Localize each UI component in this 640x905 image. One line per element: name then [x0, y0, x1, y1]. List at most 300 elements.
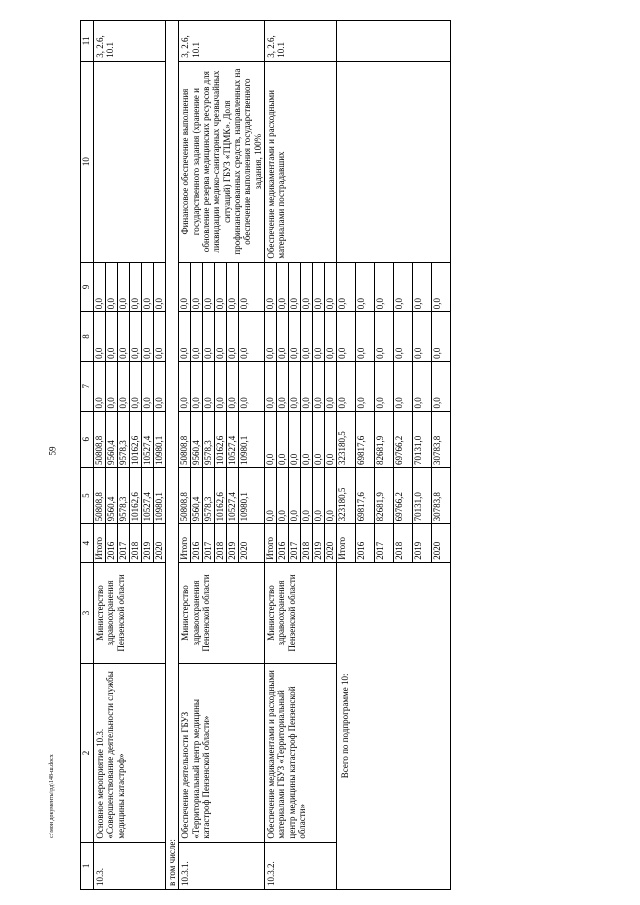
- value-cell: 2016: [277, 524, 289, 561]
- value-cell: 10162,6: [215, 412, 227, 467]
- value-cell: 2018: [301, 524, 313, 561]
- value-line: [413, 468, 432, 523]
- value-cell: 10527,4: [142, 412, 154, 467]
- value-cell: 0,0: [154, 397, 164, 409]
- value-cell: Итого: [94, 524, 106, 561]
- value-cell: 0,0: [94, 263, 106, 312]
- value-line: [94, 412, 106, 467]
- value-cell: 10527,4: [227, 412, 239, 467]
- value-cell: 0,0: [142, 263, 154, 312]
- value-cell: 0,0: [289, 263, 301, 312]
- value-line: [394, 263, 413, 312]
- value-cell: 0,0: [106, 312, 118, 361]
- value-cell: 0,0: [432, 297, 443, 310]
- value-line: [432, 524, 451, 561]
- value-cell: 50808,8: [179, 412, 191, 467]
- col5-cell: [337, 467, 451, 523]
- value-line: [289, 263, 301, 312]
- value-cell: 70131,0: [413, 412, 432, 467]
- value-line: [106, 468, 118, 523]
- value-line: [265, 468, 277, 523]
- value-cell: 0,0: [130, 263, 142, 312]
- value-cell: 9578,3: [118, 412, 130, 467]
- value-cell: 0,0: [413, 362, 432, 411]
- value-cell: 0,0: [394, 362, 413, 411]
- landscape-table-container: [80, 20, 592, 890]
- value-line: [432, 312, 451, 361]
- value-line: [239, 524, 251, 561]
- value-line: [203, 412, 215, 467]
- value-line: [130, 362, 142, 411]
- value-cell: 2020: [432, 541, 443, 560]
- header-cell: 9: [81, 262, 94, 312]
- value-line: [432, 412, 451, 467]
- value-cell: 0,0: [277, 412, 289, 467]
- value-cell: 0,0: [142, 312, 154, 361]
- value-line: [432, 263, 451, 312]
- value-line: [277, 362, 289, 411]
- value-line: [239, 263, 251, 312]
- value-cell: 0,0: [265, 412, 277, 467]
- row-number: 10.3.2.: [265, 842, 337, 889]
- value-line: [191, 468, 203, 523]
- value-line: [265, 263, 277, 312]
- col9-cell: [265, 262, 337, 312]
- value-line: [289, 468, 301, 523]
- value-line: [289, 362, 301, 411]
- value-line: [154, 524, 166, 561]
- value-cell: 0,0: [301, 468, 313, 523]
- value-line: [154, 312, 166, 361]
- activity-name: Обеспечение медикаментами и расходными материалами ГБУЗ «Территориальный центр медицины катастроф Пензенской области»: [265, 664, 337, 842]
- value-cell: 0,0: [313, 263, 325, 312]
- value-cell: 0,0: [203, 362, 215, 411]
- value-cell: 0,0: [130, 312, 142, 361]
- value-line: [118, 412, 130, 467]
- value-line: [106, 412, 118, 467]
- value-line: [106, 263, 118, 312]
- value-line: [239, 412, 251, 467]
- value-cell: 0,0: [277, 362, 289, 411]
- value-cell: 323180,5: [337, 412, 356, 467]
- value-line: [337, 412, 356, 467]
- value-cell: 0,0: [325, 453, 336, 465]
- years-cell: [179, 524, 265, 562]
- value-line: [191, 312, 203, 361]
- value-cell: 0,0: [277, 263, 289, 312]
- value-cell: 9560,4: [106, 468, 118, 523]
- col9-cell: [337, 262, 451, 312]
- value-cell: 2018: [215, 524, 227, 561]
- value-line: [154, 362, 166, 411]
- value-cell: 2017: [375, 524, 394, 561]
- value-cell: 0,0: [179, 362, 191, 411]
- value-line: [142, 468, 154, 523]
- indicator: Обеспечение медикаментами и расходными материалами пострадавших: [265, 61, 337, 262]
- value-line: [191, 362, 203, 411]
- value-cell: 0,0: [432, 347, 443, 359]
- value-cell: 0,0: [203, 312, 215, 361]
- value-line: [191, 524, 203, 561]
- value-cell: 0,0: [413, 312, 432, 361]
- value-line: [432, 362, 451, 411]
- years-cell: [94, 524, 166, 562]
- value-line: [277, 312, 289, 361]
- value-line: [191, 263, 203, 312]
- value-cell: 0,0: [191, 362, 203, 411]
- value-line: [394, 524, 413, 561]
- value-line: [227, 468, 239, 523]
- col7-cell: [94, 361, 166, 411]
- value-cell: 0,0: [277, 312, 289, 361]
- value-cell: 0,0: [413, 263, 432, 312]
- value-line: [375, 312, 394, 361]
- value-line: [118, 263, 130, 312]
- value-cell: 0,0: [265, 468, 277, 523]
- value-cell: 82681,9: [375, 412, 394, 467]
- header-cell: 8: [81, 312, 94, 362]
- activity-name: Обеспечение деятельности ГБУЗ «Территориальный центр медицины катастроф Пензенской области»: [179, 664, 265, 842]
- value-line: [154, 263, 166, 312]
- value-line: [337, 362, 356, 411]
- value-line: [375, 412, 394, 467]
- value-line: [239, 468, 251, 523]
- value-cell: 69817,6: [356, 468, 375, 523]
- value-cell: 0,0: [239, 397, 250, 409]
- value-line: [215, 524, 227, 561]
- value-cell: 0,0: [227, 312, 239, 361]
- total-label: Всего по подпрограмме 10:: [337, 562, 451, 889]
- value-line: [142, 362, 154, 411]
- value-cell: 2020: [239, 541, 250, 560]
- value-cell: 0,0: [215, 362, 227, 411]
- value-cell: 0,0: [375, 362, 394, 411]
- value-cell: 10980,1: [239, 435, 250, 465]
- value-line: [313, 312, 325, 361]
- value-line: [130, 412, 142, 467]
- value-line: [394, 362, 413, 411]
- value-cell: 0,0: [277, 468, 289, 523]
- refs: 3, 2.6, 10.1: [179, 21, 265, 62]
- value-cell: 0,0: [265, 362, 277, 411]
- value-cell: 50808,8: [94, 468, 106, 523]
- value-cell: 9578,3: [203, 412, 215, 467]
- value-cell: 0,0: [289, 312, 301, 361]
- value-cell: 0,0: [394, 263, 413, 312]
- header-cell: 2: [81, 664, 94, 842]
- header-cell: 6: [81, 411, 94, 467]
- value-line: [356, 524, 375, 561]
- value-line: [179, 312, 191, 361]
- value-cell: 2019: [227, 524, 239, 561]
- value-line: [301, 468, 313, 523]
- value-cell: 2016: [356, 524, 375, 561]
- value-line: [130, 312, 142, 361]
- value-cell: 2018: [130, 524, 142, 561]
- col8-cell: [337, 312, 451, 362]
- value-cell: 30783,8: [432, 435, 443, 465]
- row-number: 10.3.: [94, 842, 166, 889]
- value-line: [313, 524, 325, 561]
- value-line: [94, 312, 106, 361]
- value-line: [118, 468, 130, 523]
- value-cell: Итого: [265, 524, 277, 561]
- value-line: [154, 468, 166, 523]
- value-cell: 2017: [118, 524, 130, 561]
- value-cell: 2018: [394, 524, 413, 561]
- value-line: [142, 412, 154, 467]
- value-line: [203, 362, 215, 411]
- value-cell: 50808,8: [179, 468, 191, 523]
- value-line: [325, 468, 337, 523]
- value-cell: 0,0: [337, 362, 356, 411]
- value-line: [313, 263, 325, 312]
- value-cell: 82681,9: [375, 468, 394, 523]
- value-cell: 0,0: [313, 312, 325, 361]
- value-line: [301, 312, 313, 361]
- value-cell: 30783,8: [432, 492, 443, 522]
- value-cell: 0,0: [154, 297, 164, 310]
- value-line: [337, 263, 356, 312]
- col7-cell: [179, 361, 265, 411]
- value-cell: 0,0: [301, 362, 313, 411]
- value-cell: 9560,4: [106, 412, 118, 467]
- value-line: [118, 362, 130, 411]
- col6-cell: [94, 411, 166, 467]
- value-line: [130, 263, 142, 312]
- value-line: [94, 468, 106, 523]
- value-cell: 323180,5: [337, 468, 356, 523]
- value-cell: 0,0: [191, 263, 203, 312]
- value-line: [356, 312, 375, 361]
- value-line: [325, 312, 337, 361]
- value-line: [313, 412, 325, 467]
- value-line: [106, 524, 118, 561]
- value-line: [106, 312, 118, 361]
- in-that-number-row: [166, 21, 179, 890]
- value-line: [337, 468, 356, 523]
- value-line: [142, 263, 154, 312]
- value-cell: 0,0: [227, 362, 239, 411]
- value-line: [106, 362, 118, 411]
- value-line: [215, 362, 227, 411]
- value-line: [313, 362, 325, 411]
- value-line: [301, 362, 313, 411]
- value-cell: 0,0: [179, 312, 191, 361]
- value-cell: 2019: [413, 524, 432, 561]
- years-cell: [265, 524, 337, 562]
- value-cell: 0,0: [142, 362, 154, 411]
- value-line: [394, 468, 413, 523]
- footer-file-path: c:\мои документы\рд\148-ш.docx: [49, 754, 55, 838]
- value-cell: 10980,1: [239, 492, 250, 522]
- empty-cell: [337, 61, 451, 262]
- value-line: [239, 362, 251, 411]
- value-line: [277, 412, 289, 467]
- value-cell: 0,0: [215, 263, 227, 312]
- value-cell: 0,0: [301, 263, 313, 312]
- value-line: [130, 524, 142, 561]
- value-line: [432, 468, 451, 523]
- value-line: [239, 312, 251, 361]
- value-line: [203, 524, 215, 561]
- value-cell: 10527,4: [142, 468, 154, 523]
- value-line: [179, 362, 191, 411]
- value-cell: 9578,3: [203, 468, 215, 523]
- col6-cell: [265, 411, 337, 467]
- empty-cell: [337, 21, 451, 62]
- value-cell: 0,0: [265, 312, 277, 361]
- col8-cell: [94, 312, 166, 362]
- header-cell: 5: [81, 467, 94, 523]
- row-number: 10.3.1.: [179, 842, 265, 889]
- header-cell: 1: [81, 842, 94, 889]
- header-cell: 11: [81, 21, 94, 62]
- value-line: [356, 412, 375, 467]
- value-cell: 9560,4: [191, 412, 203, 467]
- value-line: [375, 362, 394, 411]
- value-line: [215, 312, 227, 361]
- value-cell: 2016: [191, 524, 203, 561]
- refs: 3, 2.6, 10.1: [94, 21, 166, 62]
- col5-cell: [179, 467, 265, 523]
- value-line: [265, 312, 277, 361]
- value-line: [227, 362, 239, 411]
- value-cell: 0,0: [94, 312, 106, 361]
- value-line: [325, 362, 337, 411]
- value-cell: 0,0: [325, 347, 336, 359]
- value-line: [265, 412, 277, 467]
- value-line: [142, 312, 154, 361]
- value-line: [227, 412, 239, 467]
- value-cell: 2017: [203, 524, 215, 561]
- value-line: [413, 312, 432, 361]
- value-cell: 69766,2: [394, 468, 413, 523]
- value-cell: 0,0: [325, 397, 336, 409]
- value-line: [394, 412, 413, 467]
- subprogram-table: [80, 20, 451, 890]
- value-line: [215, 263, 227, 312]
- value-line: [394, 312, 413, 361]
- col5-cell: [265, 467, 337, 523]
- value-line: [94, 524, 106, 561]
- value-line: [413, 412, 432, 467]
- col9-cell: [179, 262, 265, 312]
- header-cell: 4: [81, 524, 94, 562]
- header-cell: 10: [81, 61, 94, 262]
- value-line: [94, 362, 106, 411]
- in-that-number-label: в том числе:: [166, 21, 179, 890]
- value-cell: 0,0: [239, 297, 250, 310]
- value-line: [215, 468, 227, 523]
- value-line: [356, 362, 375, 411]
- value-cell: 0,0: [289, 412, 301, 467]
- value-cell: 70131,0: [413, 468, 432, 523]
- value-line: [130, 468, 142, 523]
- value-cell: 0,0: [313, 362, 325, 411]
- value-line: [118, 524, 130, 561]
- value-cell: 9578,3: [118, 468, 130, 523]
- value-cell: 0,0: [337, 312, 356, 361]
- header-cell: 3: [81, 562, 94, 664]
- value-cell: 10162,6: [130, 468, 142, 523]
- value-line: [301, 412, 313, 467]
- value-line: [337, 312, 356, 361]
- value-line: [375, 524, 394, 561]
- value-line: [179, 524, 191, 561]
- value-line: [179, 468, 191, 523]
- value-line: [179, 263, 191, 312]
- value-cell: 0,0: [325, 297, 336, 310]
- value-cell: 2019: [142, 524, 154, 561]
- table-row: [94, 21, 166, 890]
- value-cell: 50808,8: [94, 412, 106, 467]
- value-line: [215, 412, 227, 467]
- value-cell: 0,0: [313, 412, 325, 467]
- value-line: [142, 524, 154, 561]
- value-cell: 0,0: [394, 312, 413, 361]
- refs: 3, 2.6, 10.1: [265, 21, 337, 62]
- indicator: [94, 61, 166, 262]
- value-cell: 2017: [289, 524, 301, 561]
- value-cell: 10980,1: [154, 435, 164, 465]
- value-line: [154, 412, 166, 467]
- col7-cell: [337, 361, 451, 411]
- col8-cell: [265, 312, 337, 362]
- value-cell: 0,0: [106, 362, 118, 411]
- col8-cell: [179, 312, 265, 362]
- col7-cell: [265, 361, 337, 411]
- value-line: [227, 524, 239, 561]
- value-line: [227, 263, 239, 312]
- value-line: [289, 524, 301, 561]
- page-number: 59: [47, 446, 58, 456]
- table-row: [265, 21, 337, 890]
- col6-cell: [337, 411, 451, 467]
- value-cell: 0,0: [106, 263, 118, 312]
- total-row: [337, 21, 451, 890]
- value-cell: 69817,6: [356, 412, 375, 467]
- value-cell: 0,0: [239, 347, 250, 359]
- value-line: [277, 524, 289, 561]
- column-number-row: [81, 21, 94, 890]
- col5-cell: [94, 467, 166, 523]
- value-line: [301, 524, 313, 561]
- value-line: [301, 263, 313, 312]
- executor: Министерство здравоохранения Пензенской области: [265, 562, 337, 664]
- value-cell: 0,0: [94, 362, 106, 411]
- value-line: [375, 263, 394, 312]
- value-cell: 0,0: [203, 263, 215, 312]
- value-cell: 0,0: [118, 263, 130, 312]
- value-cell: 2016: [106, 524, 118, 561]
- value-line: [413, 524, 432, 561]
- value-line: [413, 263, 432, 312]
- value-cell: 0,0: [130, 362, 142, 411]
- table-row: [179, 21, 265, 890]
- value-line: [325, 524, 337, 561]
- value-cell: 0,0: [118, 362, 130, 411]
- executor: Министерство здравоохранения Пензенской области: [179, 562, 265, 664]
- value-cell: 0,0: [356, 263, 375, 312]
- years-cell: [337, 524, 451, 562]
- value-line: [277, 263, 289, 312]
- header-cell: 7: [81, 361, 94, 411]
- value-cell: 0,0: [227, 263, 239, 312]
- value-cell: 0,0: [313, 468, 325, 523]
- value-line: [227, 312, 239, 361]
- value-cell: 0,0: [356, 312, 375, 361]
